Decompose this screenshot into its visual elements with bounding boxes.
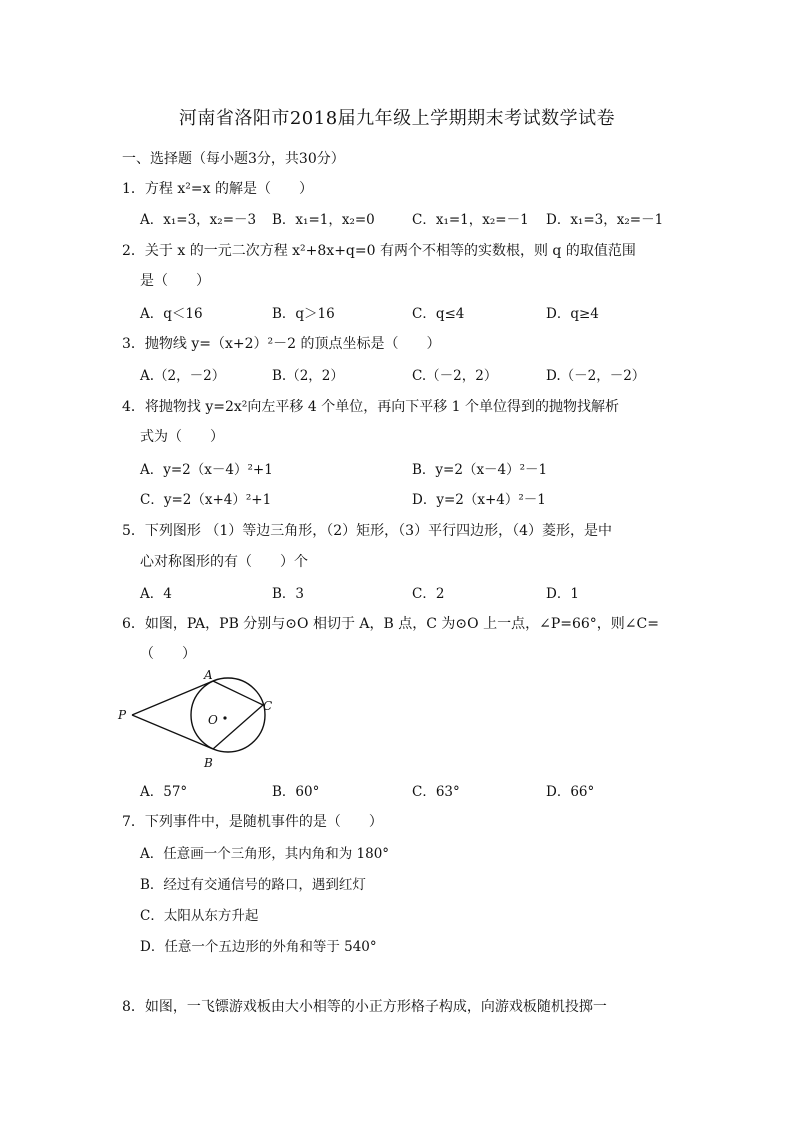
question-5-stem: 5．下列图形 （1）等边三角形，（2）矩形，（3）平行四边形，（4）菱形，是中 bbox=[122, 523, 612, 539]
circle-o bbox=[191, 678, 265, 752]
question-4-options-row2 bbox=[140, 488, 680, 510]
q6-option-a: A．57° bbox=[140, 784, 188, 800]
question-8-stem: 8．如图，一飞镖游戏板由大小相等的小正方形格子构成，向游戏板随机投掷一 bbox=[122, 999, 607, 1015]
q4-option-d: D．y=2（x+4）²－1 bbox=[412, 492, 546, 508]
label-a: A bbox=[204, 668, 213, 682]
q5-option-b: B．3 bbox=[272, 586, 305, 602]
question-1-stem: 1．方程 x²=x 的解是（ ） bbox=[122, 181, 313, 197]
label-c: C bbox=[263, 699, 273, 713]
q4-option-c: C．y=2（x+4）²+1 bbox=[140, 492, 272, 508]
q5-option-d: D．1 bbox=[546, 586, 579, 602]
tangent-pa bbox=[132, 681, 213, 715]
question-6-stem-cont: （ ） bbox=[140, 646, 196, 662]
q1-option-d: D．x₁=3，x₂=－1 bbox=[546, 212, 664, 228]
q3-option-b: B.（2，2） bbox=[272, 368, 344, 384]
q6-option-b: B．60° bbox=[272, 784, 320, 800]
tangent-circle-figure bbox=[112, 668, 282, 772]
q2-option-c: C．q≤4 bbox=[412, 306, 465, 322]
question-2-stem-cont: 是（ ） bbox=[140, 273, 210, 289]
q4-option-b: B．y=2（x－4）²－1 bbox=[412, 462, 548, 478]
q1-option-a: A．x₁=3，x₂=－3 bbox=[140, 212, 257, 228]
question-3-stem: 3．抛物线 y=（x+2）²－2 的顶点坐标是（ ） bbox=[122, 336, 441, 352]
q5-option-c: C．2 bbox=[412, 586, 445, 602]
question-6-options bbox=[140, 780, 680, 802]
question-2-stem: 2．关于 x 的一元二次方程 x²+8x+q=0 有两个不相等的实数根，则 q 的取值范围 bbox=[122, 243, 636, 259]
question-6-stem: 6．如图，PA，PB 分别与⊙O 相切于 A，B 点，C 为⊙O 上一点，∠P=66°，则∠C= bbox=[122, 616, 659, 632]
section-heading: 一、选择题（每小题3分，共30分） bbox=[122, 151, 345, 167]
q3-option-a: A.（2，－2） bbox=[140, 368, 226, 384]
q3-option-c: C.（－2，2） bbox=[412, 368, 498, 384]
q7-option-b: B．经过有交通信号的路口，遇到红灯 bbox=[140, 877, 366, 893]
q2-option-d: D．q≥4 bbox=[546, 306, 599, 322]
question-1-options bbox=[140, 208, 680, 230]
q3-option-d: D.（－2，－2） bbox=[546, 368, 646, 384]
tangent-pb bbox=[132, 715, 213, 749]
question-4-stem-cont: 式为（ ） bbox=[140, 429, 224, 445]
question-4-stem: 4．将抛物找 y=2x²向左平移 4 个单位，再向下平移 1 个单位得到的抛物找解析 bbox=[122, 399, 620, 415]
q6-option-d: D．66° bbox=[546, 784, 595, 800]
question-3-options bbox=[140, 364, 680, 386]
label-b: B bbox=[204, 756, 213, 770]
q2-option-a: A．q＜16 bbox=[140, 306, 203, 322]
question-2-options bbox=[140, 302, 680, 324]
question-4-options-row1 bbox=[140, 458, 680, 480]
question-7-stem: 7．下列事件中，是随机事件的是（ ） bbox=[122, 814, 383, 830]
label-p: P bbox=[118, 708, 127, 722]
q6-option-c: C．63° bbox=[412, 784, 460, 800]
q7-option-d: D．任意一个五边形的外角和等于 540° bbox=[140, 939, 377, 955]
question-5-stem-cont: 心对称图形的有（ ）个 bbox=[140, 554, 308, 570]
center-point bbox=[223, 716, 226, 719]
exam-title: 河南省洛阳市2018届九年级上学期期末考试数学试卷 bbox=[178, 108, 616, 129]
label-o: O bbox=[208, 713, 218, 727]
q4-option-a: A．y=2（x－4）²+1 bbox=[140, 462, 273, 478]
q1-option-b: B．x₁=1，x₂=0 bbox=[272, 212, 375, 228]
chord-ac bbox=[213, 681, 263, 705]
q2-option-b: B．q＞16 bbox=[272, 306, 335, 322]
q7-option-a: A．任意画一个三角形，其内角和为 180° bbox=[140, 846, 390, 862]
question-5-options bbox=[140, 582, 680, 604]
q1-option-c: C．x₁=1，x₂=－1 bbox=[412, 212, 529, 228]
q7-option-c: C．太阳从东方升起 bbox=[140, 908, 259, 924]
q5-option-a: A．4 bbox=[140, 586, 172, 602]
chord-bc bbox=[213, 705, 263, 749]
